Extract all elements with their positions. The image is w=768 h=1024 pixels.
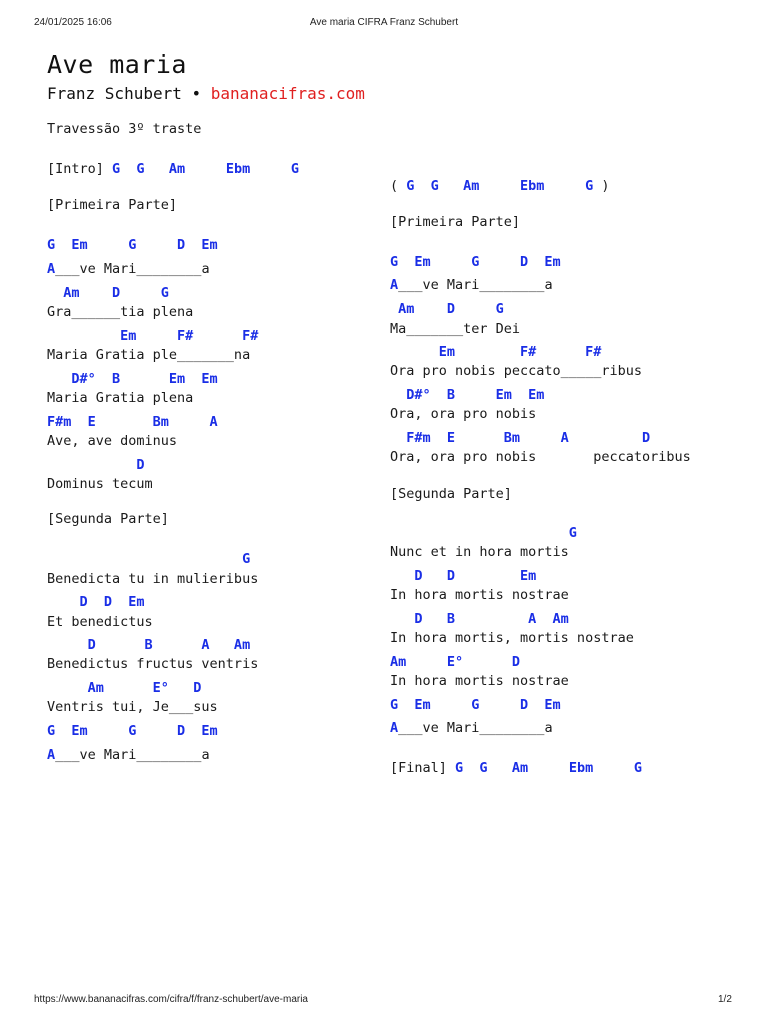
- lyric-line: [47, 571, 258, 587]
- chord-line: Am E° D: [47, 680, 202, 696]
- lyric-line: [47, 614, 153, 630]
- chord-line: G Em G D Em: [390, 697, 561, 713]
- section-heading: [Segunda Parte]: [47, 511, 169, 527]
- print-url[interactable]: https://www.bananacifras.com/cifra/f/franz-schubert/ave-maria: [34, 994, 308, 1005]
- lyric-line: [47, 699, 218, 715]
- lyric-text: Dominus tecum: [47, 476, 153, 492]
- lyric-text: Ave, ave dominus: [47, 433, 178, 449]
- lyric-line: [47, 656, 258, 672]
- lyric-text: Gra______tia plena: [47, 304, 194, 320]
- lyric-text: In hora mortis, mortis nostrae: [390, 630, 634, 646]
- lyric-text: Benedictus fructus ventris: [47, 656, 259, 672]
- section-heading: [Segunda Parte]: [390, 486, 512, 502]
- print-page-number: 1/2: [718, 994, 732, 1005]
- chord-line: F#m E Bm A D: [390, 430, 651, 446]
- chord-line: G Em G D Em: [47, 723, 218, 739]
- lyric-line: [47, 304, 193, 320]
- lyric-text: Maria Gratia plena: [47, 390, 194, 406]
- section-label: [Intro]: [47, 161, 113, 177]
- lyric-text: In hora mortis nostrae: [390, 587, 569, 603]
- lyric-chord-initial: A: [47, 747, 56, 763]
- artist-name: Franz Schubert: [47, 84, 182, 103]
- lyric-text: ___ve Mari________a: [55, 747, 210, 763]
- song-subtitle: [47, 84, 365, 103]
- chord-sequence: G G Am Ebm G: [112, 161, 299, 177]
- print-datetime: 24/01/2025 16:06: [34, 17, 112, 28]
- lyric-line: [390, 449, 691, 465]
- lyric-line: [47, 476, 153, 492]
- labeled-chord-line: [390, 760, 642, 776]
- chord-line: Am E° D: [390, 654, 521, 670]
- lyric-line: [390, 630, 634, 646]
- section-label: [Final]: [390, 760, 456, 776]
- close-paren: ): [593, 178, 610, 194]
- capo-info: Travessão 3º traste: [47, 121, 202, 137]
- lyric-line: [390, 321, 520, 337]
- chord-line: D D Em: [47, 594, 145, 610]
- lyric-line: [390, 406, 536, 422]
- chord-line: G: [47, 551, 251, 567]
- lyric-line: [47, 747, 210, 763]
- lyric-text: Ora pro nobis peccato_____ribus: [390, 363, 642, 379]
- chord-line: D B A Am: [390, 611, 569, 627]
- repeat-chord-line: [390, 178, 609, 194]
- chord-line: D D Em: [390, 568, 537, 584]
- chord-line: D: [47, 457, 145, 473]
- lyric-text: ___ve Mari________a: [55, 261, 210, 277]
- lyric-text: Ora, ora pro nobis peccatoribus: [390, 449, 691, 465]
- lyric-text: Ventris tui, Je___sus: [47, 699, 218, 715]
- lyric-text: ___ve Mari________a: [398, 277, 553, 293]
- chord-line: D B A Am: [47, 637, 251, 653]
- lyric-text: Nunc et in hora mortis: [390, 544, 569, 560]
- lyric-text: Ora, ora pro nobis: [390, 406, 537, 422]
- section-heading: [Primeira Parte]: [390, 214, 521, 230]
- print-doc-title: Ave maria CIFRA Franz Schubert: [309, 17, 459, 28]
- chord-line: D#° B Em Em: [390, 387, 545, 403]
- lyric-text: In hora mortis nostrae: [390, 673, 569, 689]
- lyric-chord-initial: A: [47, 261, 56, 277]
- lyric-line: [47, 390, 193, 406]
- lyric-line: [390, 363, 642, 379]
- lyric-line: [390, 544, 569, 560]
- open-paren: (: [390, 178, 407, 194]
- labeled-chord-line: [47, 161, 299, 177]
- chord-line: G Em G D Em: [390, 254, 561, 270]
- lyric-chord-initial: A: [390, 720, 399, 736]
- chord-line: G Em G D Em: [47, 237, 218, 253]
- chord-line: Em F# F#: [47, 328, 259, 344]
- lyric-text: Benedicta tu in mulieribus: [47, 571, 259, 587]
- lyric-line: [390, 277, 553, 293]
- chord-line: Am D G: [47, 285, 169, 301]
- lyric-line: [47, 433, 177, 449]
- lyric-line: [47, 261, 210, 277]
- section-heading: [Primeira Parte]: [47, 197, 178, 213]
- chord-line: D#° B Em Em: [47, 371, 218, 387]
- chord-line: F#m E Bm A: [47, 414, 218, 430]
- song-title: Ave maria: [47, 50, 187, 79]
- lyric-text: ___ve Mari________a: [398, 720, 553, 736]
- chord-line: Am D G: [390, 301, 504, 317]
- lyric-text: Ma_______ter Dei: [390, 321, 521, 337]
- lyric-line: [390, 673, 569, 689]
- lyric-text: Et benedictus: [47, 614, 153, 630]
- chord-sequence: G G Am Ebm G: [455, 760, 642, 776]
- lyric-text: Maria Gratia ple_______na: [47, 347, 251, 363]
- site-link[interactable]: bananacifras.com: [210, 84, 365, 103]
- chord-sequence: G G Am Ebm G: [406, 178, 594, 194]
- subtitle-separator: •: [181, 84, 211, 103]
- lyric-line: [47, 347, 250, 363]
- lyric-line: [390, 587, 569, 603]
- lyric-chord-initial: A: [390, 277, 399, 293]
- chord-line: Em F# F#: [390, 344, 602, 360]
- chord-line: G: [390, 525, 577, 541]
- lyric-line: [390, 720, 553, 736]
